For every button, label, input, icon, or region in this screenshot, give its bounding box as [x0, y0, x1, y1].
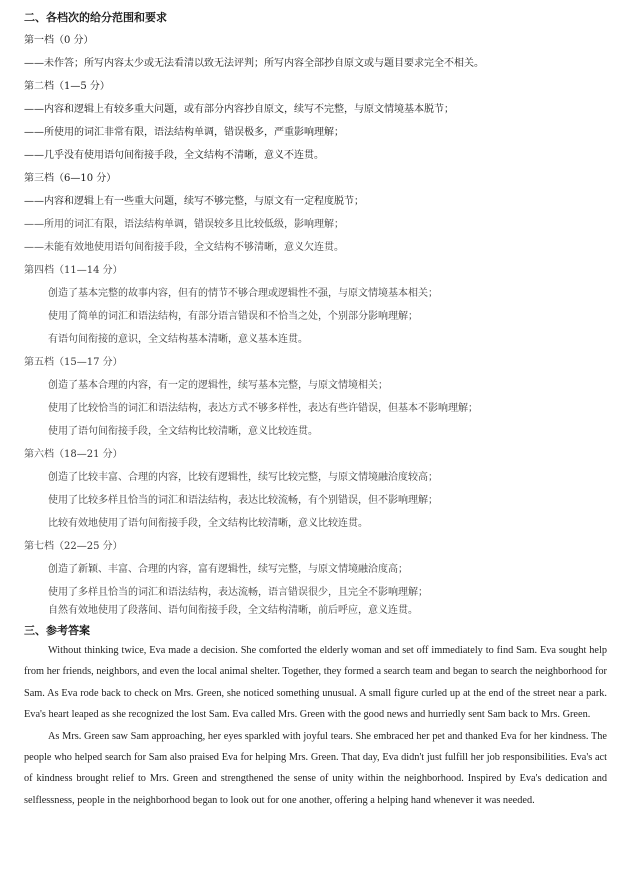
- tier-4-line-1: 创造了基本完整的故事内容，但有的情节不够合理或逻辑性不强，与原文情境基本相关；: [48, 288, 438, 299]
- tier-1-line-1: ——未作答；所写内容太少或无法看清以致无法评判；所写内容全部抄自原文或与题目要求完全不相关。: [24, 58, 484, 69]
- tier-1-title: 第一档（0 分）: [24, 35, 94, 46]
- tier-6-title: 第六档（18—21 分）: [24, 449, 123, 460]
- tier-3-title: 第三档（6—10 分）: [24, 173, 117, 184]
- tier-3-line-2: ——所用的词汇有限，语法结构单调，错误较多且比较低级，影响理解；: [24, 219, 344, 230]
- tier-6-line-1: 创造了比较丰富、合理的内容，比较有逻辑性，续写比较完整，与原文情境融洽度较高；: [48, 472, 438, 483]
- tier-2-title: 第二档（1—5 分）: [24, 81, 110, 92]
- tier-2-line-1: ——内容和逻辑上有较多重大问题，或有部分内容抄自原文，续写不完整，与原文情境基本脱节；: [24, 104, 454, 115]
- tier-4-title: 第四档（11—14 分）: [24, 265, 123, 276]
- tier-2-line-3: ——几乎没有使用语句间衔接手段，全文结构不清晰，意义不连贯。: [24, 150, 324, 161]
- tier-2-line-2: ——所使用的词汇非常有限，语法结构单调，错误极多，严重影响理解；: [24, 127, 344, 138]
- tier-6-line-3: 比较有效地使用了语句间衔接手段，全文结构比较清晰，意义比较连贯。: [48, 518, 368, 529]
- answer-paragraph-2: As Mrs. Green saw Sam approaching, her eyes sparkled with joyful tears. She embraced her pet and thanked Eva for her kindness. The people who helped search for Sam also praised Eva for helping Mrs. Green. That day, Eva didn't just fulfill her job responsibilities. Eva's act of kindness brought relief to Mrs. Green and strengthened the sense of unity within the neighborhood. Inspired by Eva's dedication and selflessness, people in the neighborhood began to look out for one another, offering a helping hand whenever it was needed.: [24, 730, 607, 806]
- tier-5-title: 第五档（15—17 分）: [24, 357, 123, 368]
- tier-6-line-2: 使用了比较多样且恰当的词汇和语法结构，表达比较流畅，有个别错误，但不影响理解；: [48, 495, 438, 506]
- tier-4-line-2: 使用了简单的词汇和语法结构，有部分语言错误和不恰当之处，个别部分影响理解；: [48, 311, 418, 322]
- answer-paragraph-1: Without thinking twice, Eva made a decision. She comforted the elderly woman and set off immediately to find Sam. Eva sought help from her friends, neighbors, and even the local animal shelter. Together, they formed a search team and began to search the neighborhood for Sam. As Eva rode back to check on Mrs. Green, she noticed something unusual. A small figure curled up at the end of the street near a park. Eva's heart leaped as she recognized the lost Sam. Eva called Mrs. Green with the good news and hurriedly sent Sam back to Mrs. Green.: [24, 645, 607, 721]
- tier-7-line-2: 使用了多样且恰当的词汇和语法结构，表达流畅，语言错误很少，且完全不影响理解；: [48, 587, 428, 598]
- tier-4-line-3: 有语句间衔接的意识，全文结构基本清晰，意义基本连贯。: [48, 334, 308, 345]
- reference-answer: [24, 640, 607, 811]
- tier-5-line-2: 使用了比较恰当的词汇和语法结构，表达方式不够多样性，表达有些许错误，但基本不影响理解；: [48, 403, 478, 414]
- tier-5-line-3: 使用了语句间衔接手段，全文结构比较清晰，意义比较连贯。: [48, 426, 318, 437]
- section-2-heading: 二、各档次的给分范围和要求: [24, 11, 167, 24]
- tier-5-line-1: 创造了基本合理的内容，有一定的逻辑性，续写基本完整，与原文情境相关；: [48, 380, 388, 391]
- tier-7-line-3: 自然有效地使用了段落间、语句间衔接手段，全文结构清晰，前后呼应，意义连贯。: [48, 605, 418, 616]
- section-3-heading: 三、参考答案: [24, 624, 90, 637]
- tier-7-title: 第七档（22—25 分）: [24, 541, 123, 552]
- tier-3-line-3: ——未能有效地使用语句间衔接手段，全文结构不够清晰，意义欠连贯。: [24, 242, 344, 253]
- tier-3-line-1: ——内容和逻辑上有一些重大问题，续写不够完整，与原文有一定程度脱节；: [24, 196, 364, 207]
- tier-7-line-1: 创造了新颖、丰富、合理的内容，富有逻辑性，续写完整，与原文情境融洽度高；: [48, 564, 408, 575]
